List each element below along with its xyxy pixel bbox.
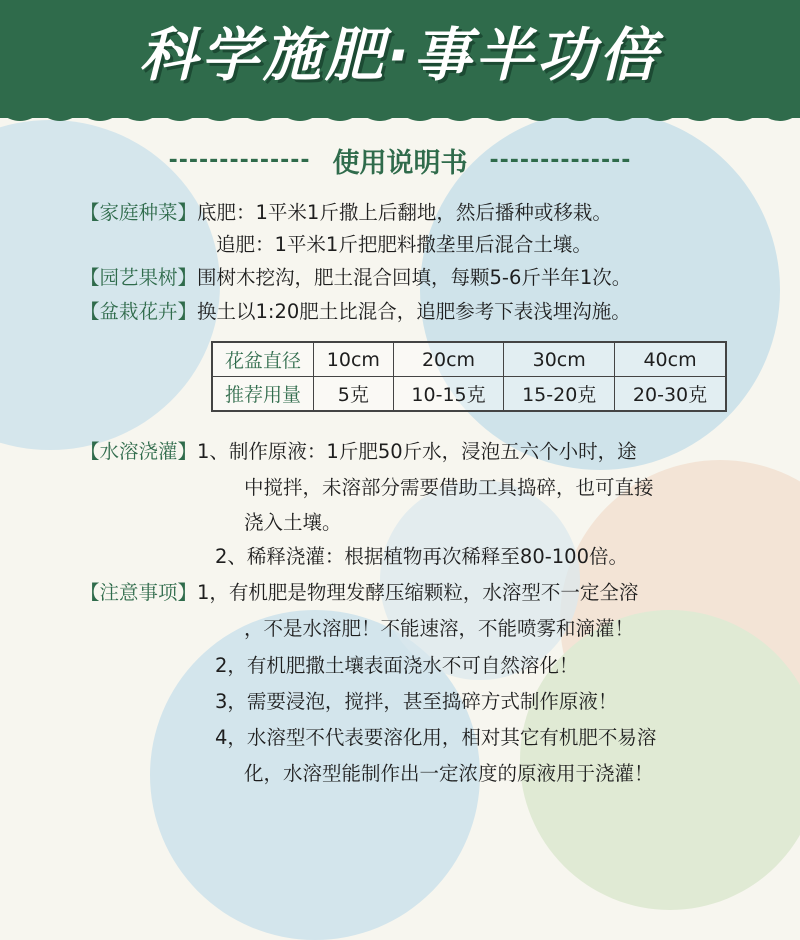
instruction-line — [244, 508, 342, 538]
table-cell: 10cm — [314, 342, 394, 377]
instruction-text: 2，有机肥撒土壤表面浇水不可自然溶化！ — [215, 654, 579, 677]
instruction-line — [215, 687, 617, 717]
instruction-line — [80, 263, 631, 293]
instruction-line — [80, 198, 612, 228]
instruction-text: 3，需要浸泡，搅拌，甚至捣碎方式制作原液！ — [215, 690, 618, 713]
instruction-line — [216, 230, 592, 260]
instruction-text: 1、制作原液：1斤肥50斤水，浸泡五六个小时，途 — [197, 440, 637, 463]
instruction-text: 4，水溶型不代表要溶化用，相对其它有机肥不易溶 — [215, 726, 657, 749]
table-row-pot-diameter — [212, 342, 726, 377]
header-scallop-edge — [0, 95, 800, 135]
instruction-line — [80, 578, 638, 608]
heading-dashes-left: -------------- — [168, 147, 311, 173]
instruction-text: 化，水溶型能制作出一定浓度的原液用于浇灌！ — [244, 762, 654, 785]
table-row-recommended-amount — [212, 377, 726, 412]
table-cell: 20cm — [393, 342, 504, 377]
dosage-table — [211, 341, 727, 412]
category-tag: 【园艺果树】 — [80, 266, 198, 289]
instruction-line — [80, 297, 631, 327]
category-tag: 【水溶浇灌】 — [80, 440, 198, 463]
section-title: 使用说明书 — [332, 147, 468, 179]
instruction-text: 浇入土壤。 — [244, 511, 342, 534]
instruction-text: 1，有机肥是物理发酵压缩颗粒，水溶型不一定全溶 — [197, 581, 639, 604]
instruction-text: 底肥：1平米1斤撒上后翻地，然后播种或移栽。 — [197, 201, 612, 224]
heading-dashes-right: -------------- — [489, 147, 632, 173]
table-cell: 15-20克 — [504, 377, 615, 412]
instruction-text: 追肥：1平米1斤把肥料撒垄里后混合土壤。 — [216, 233, 592, 256]
instruction-line — [215, 542, 628, 572]
instruction-text: 换土以1:20肥土比混合，追肥参考下表浅埋沟施。 — [197, 300, 631, 323]
table-cell: 40cm — [615, 342, 726, 377]
instruction-line — [215, 651, 578, 681]
table-cell: 5克 — [314, 377, 394, 412]
section-heading — [0, 140, 800, 180]
table-cell: 10-15克 — [393, 377, 504, 412]
instruction-text: 2、稀释浇灌：根据植物再次稀释至80-100倍。 — [215, 545, 628, 568]
table-header-cell: 花盆直径 — [212, 342, 314, 377]
instruction-text: ，不是水溶肥！不能速溶，不能喷雾和滴灌！ — [244, 617, 635, 640]
category-tag: 【注意事项】 — [80, 581, 198, 604]
instruction-line — [244, 759, 654, 789]
category-tag: 【家庭种菜】 — [80, 201, 198, 224]
table-header-cell: 推荐用量 — [212, 377, 314, 412]
table-cell: 20-30克 — [615, 377, 726, 412]
page-title: 科学施肥·事半功倍 — [138, 21, 662, 89]
instruction-line — [244, 614, 634, 644]
instruction-line — [244, 473, 654, 503]
instruction-line — [80, 437, 637, 467]
category-tag: 【盆栽花卉】 — [80, 300, 198, 323]
instruction-line — [215, 723, 656, 753]
table-cell: 30cm — [504, 342, 615, 377]
instruction-text: 中搅拌，未溶部分需要借助工具捣碎，也可直接 — [244, 476, 654, 499]
instruction-text: 围树木挖沟，肥土混合回填，每颗5-6斤半年1次。 — [197, 266, 632, 289]
